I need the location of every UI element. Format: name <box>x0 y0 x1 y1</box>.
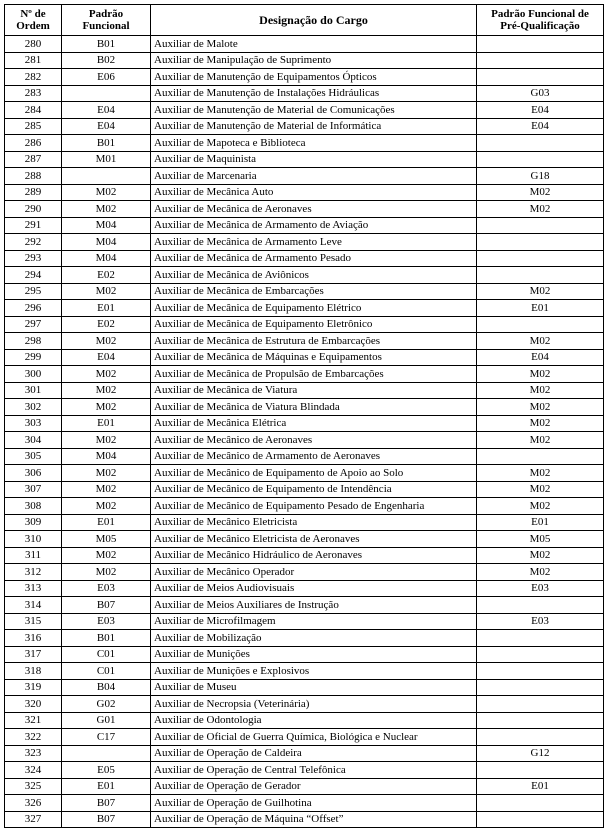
table-row <box>5 547 604 564</box>
cell-ordem: 307 <box>5 481 62 498</box>
table-row <box>5 399 604 416</box>
cell-ordem: 309 <box>5 514 62 531</box>
cell-pre-qualificacao <box>477 267 604 284</box>
cell-pre-qualificacao <box>477 679 604 696</box>
cell-designacao: Auxiliar de Mecânica de Aviônicos <box>151 267 477 284</box>
cell-padrao-funcional: M02 <box>62 547 151 564</box>
table-row <box>5 432 604 449</box>
table-row <box>5 69 604 86</box>
cell-ordem: 305 <box>5 448 62 465</box>
cell-padrao-funcional: E01 <box>62 415 151 432</box>
cell-padrao-funcional: E01 <box>62 300 151 317</box>
cell-padrao-funcional: E01 <box>62 778 151 795</box>
cell-padrao-funcional: M01 <box>62 151 151 168</box>
cell-designacao: Auxiliar de Mobilização <box>151 630 477 647</box>
cell-padrao-funcional: E05 <box>62 762 151 779</box>
cell-pre-qualificacao: M02 <box>477 547 604 564</box>
cell-ordem: 322 <box>5 729 62 746</box>
cell-ordem: 325 <box>5 778 62 795</box>
cell-padrao-funcional: M05 <box>62 531 151 548</box>
cell-ordem: 280 <box>5 36 62 53</box>
cell-padrao-funcional: M04 <box>62 217 151 234</box>
cell-pre-qualificacao: M02 <box>477 399 604 416</box>
cell-designacao: Auxiliar de Mecânica de Armamento Pesado <box>151 250 477 267</box>
cell-pre-qualificacao <box>477 729 604 746</box>
cell-padrao-funcional: E04 <box>62 349 151 366</box>
cell-pre-qualificacao <box>477 811 604 828</box>
cell-designacao: Auxiliar de Meios Audiovisuais <box>151 580 477 597</box>
cell-ordem: 320 <box>5 696 62 713</box>
cell-padrao-funcional: B02 <box>62 52 151 69</box>
cell-padrao-funcional: E02 <box>62 267 151 284</box>
cell-pre-qualificacao: E01 <box>477 778 604 795</box>
cell-padrao-funcional: M04 <box>62 234 151 251</box>
cell-padrao-funcional: M02 <box>62 366 151 383</box>
table-row <box>5 745 604 762</box>
header-ordem <box>5 5 62 36</box>
header-padrao-line2: Funcional <box>82 20 130 32</box>
cell-pre-qualificacao: G12 <box>477 745 604 762</box>
cell-designacao: Auxiliar de Mecânica de Propulsão de Embarcações <box>151 366 477 383</box>
header-row <box>5 5 604 36</box>
cell-ordem: 300 <box>5 366 62 383</box>
cell-padrao-funcional: E01 <box>62 514 151 531</box>
cell-ordem: 291 <box>5 217 62 234</box>
cell-padrao-funcional: M02 <box>62 283 151 300</box>
table-row <box>5 795 604 812</box>
cell-designacao: Auxiliar de Munições <box>151 646 477 663</box>
table-row <box>5 36 604 53</box>
cell-designacao: Auxiliar de Mecânica de Aeronaves <box>151 201 477 218</box>
cell-pre-qualificacao <box>477 316 604 333</box>
table-row <box>5 382 604 399</box>
header-padrao-line1: Padrão <box>88 8 124 20</box>
cell-ordem: 297 <box>5 316 62 333</box>
table-row <box>5 85 604 102</box>
cell-ordem: 298 <box>5 333 62 350</box>
cell-pre-qualificacao: E03 <box>477 613 604 630</box>
cell-padrao-funcional: B07 <box>62 795 151 812</box>
table-row <box>5 778 604 795</box>
header-designacao <box>151 5 477 36</box>
cell-designacao: Auxiliar de Mecânico Eletricista de Aeronaves <box>151 531 477 548</box>
table-row <box>5 415 604 432</box>
table-row <box>5 184 604 201</box>
table-row <box>5 151 604 168</box>
cell-ordem: 313 <box>5 580 62 597</box>
cell-designacao: Auxiliar de Mecânico de Equipamento de Intendência <box>151 481 477 498</box>
cell-padrao-funcional: M04 <box>62 448 151 465</box>
cell-designacao: Auxiliar de Mecânico Operador <box>151 564 477 581</box>
cell-ordem: 312 <box>5 564 62 581</box>
cell-pre-qualificacao: E04 <box>477 349 604 366</box>
cell-pre-qualificacao <box>477 250 604 267</box>
cell-padrao-funcional: E02 <box>62 316 151 333</box>
cell-designacao: Auxiliar de Meios Auxiliares de Instrução <box>151 597 477 614</box>
table-row <box>5 481 604 498</box>
cell-pre-qualificacao <box>477 217 604 234</box>
cell-designacao: Auxiliar de Mecânica de Embarcações <box>151 283 477 300</box>
cell-ordem: 299 <box>5 349 62 366</box>
cell-designacao: Auxiliar de Mapoteca e Biblioteca <box>151 135 477 152</box>
cell-ordem: 324 <box>5 762 62 779</box>
cell-pre-qualificacao: E03 <box>477 580 604 597</box>
cell-designacao: Auxiliar de Manutenção de Equipamentos Ópticos <box>151 69 477 86</box>
cell-ordem: 306 <box>5 465 62 482</box>
table-row <box>5 267 604 284</box>
cell-designacao: Auxiliar de Mecânica de Equipamento Elétrico <box>151 300 477 317</box>
cell-designacao: Auxiliar de Mecânico de Equipamento Pesado de Engenharia <box>151 498 477 515</box>
cell-ordem: 284 <box>5 102 62 119</box>
cell-ordem: 294 <box>5 267 62 284</box>
cell-designacao: Auxiliar de Mecânica de Máquinas e Equipamentos <box>151 349 477 366</box>
cell-padrao-funcional <box>62 745 151 762</box>
table-row <box>5 712 604 729</box>
cell-ordem: 314 <box>5 597 62 614</box>
cell-padrao-funcional: C01 <box>62 663 151 680</box>
cell-designacao: Auxiliar de Mecânica de Estrutura de Embarcações <box>151 333 477 350</box>
cell-pre-qualificacao <box>477 52 604 69</box>
cell-padrao-funcional: E04 <box>62 102 151 119</box>
cell-padrao-funcional: M02 <box>62 382 151 399</box>
table-row <box>5 498 604 515</box>
cell-designacao: Auxiliar de Manutenção de Instalações Hidráulicas <box>151 85 477 102</box>
cell-ordem: 288 <box>5 168 62 185</box>
cell-padrao-funcional <box>62 85 151 102</box>
cell-designacao: Auxiliar de Necropsia (Veterinária) <box>151 696 477 713</box>
cell-pre-qualificacao: M02 <box>477 283 604 300</box>
cell-ordem: 290 <box>5 201 62 218</box>
cell-pre-qualificacao <box>477 795 604 812</box>
cell-designacao: Auxiliar de Operação de Gerador <box>151 778 477 795</box>
table-row <box>5 349 604 366</box>
cell-ordem: 315 <box>5 613 62 630</box>
table-row <box>5 630 604 647</box>
cell-pre-qualificacao <box>477 448 604 465</box>
cell-designacao: Auxiliar de Mecânico de Aeronaves <box>151 432 477 449</box>
cell-ordem: 285 <box>5 118 62 135</box>
cell-pre-qualificacao <box>477 151 604 168</box>
cell-ordem: 327 <box>5 811 62 828</box>
cell-pre-qualificacao <box>477 663 604 680</box>
cell-pre-qualificacao <box>477 762 604 779</box>
table-row <box>5 316 604 333</box>
header-ordem-line1: Nº de <box>20 8 46 20</box>
cell-ordem: 289 <box>5 184 62 201</box>
cell-pre-qualificacao <box>477 712 604 729</box>
cell-ordem: 317 <box>5 646 62 663</box>
cell-ordem: 282 <box>5 69 62 86</box>
cell-designacao: Auxiliar de Mecânico de Equipamento de Apoio ao Solo <box>151 465 477 482</box>
table-row <box>5 135 604 152</box>
cell-designacao: Auxiliar de Mecânica Auto <box>151 184 477 201</box>
cell-padrao-funcional: G02 <box>62 696 151 713</box>
table-row <box>5 283 604 300</box>
cargo-table <box>4 4 604 828</box>
header-pre-qualificacao <box>477 5 604 36</box>
cell-padrao-funcional: M04 <box>62 250 151 267</box>
cell-ordem: 296 <box>5 300 62 317</box>
cell-designacao: Auxiliar de Museu <box>151 679 477 696</box>
cell-ordem: 292 <box>5 234 62 251</box>
table-row <box>5 448 604 465</box>
cell-designacao: Auxiliar de Mecânica de Viatura Blindada <box>151 399 477 416</box>
table-row <box>5 679 604 696</box>
header-pre-line2: Pré-Qualificação <box>500 20 580 32</box>
cell-pre-qualificacao <box>477 234 604 251</box>
cell-pre-qualificacao: G18 <box>477 168 604 185</box>
cell-padrao-funcional: E04 <box>62 118 151 135</box>
header-designacao-label: Designação do Cargo <box>259 13 368 27</box>
cell-padrao-funcional: E06 <box>62 69 151 86</box>
cell-padrao-funcional: M02 <box>62 481 151 498</box>
cell-designacao: Auxiliar de Odontologia <box>151 712 477 729</box>
cell-pre-qualificacao <box>477 630 604 647</box>
cell-pre-qualificacao: E01 <box>477 300 604 317</box>
header-padrao <box>62 5 151 36</box>
cell-designacao: Auxiliar de Manutenção de Material de Informática <box>151 118 477 135</box>
cell-designacao: Auxiliar de Mecânica de Armamento de Aviação <box>151 217 477 234</box>
cell-designacao: Auxiliar de Oficial de Guerra Química, Biológica e Nuclear <box>151 729 477 746</box>
table-row <box>5 564 604 581</box>
cell-pre-qualificacao <box>477 597 604 614</box>
cell-padrao-funcional: M02 <box>62 432 151 449</box>
cell-pre-qualificacao: M02 <box>477 465 604 482</box>
cell-designacao: Auxiliar de Manutenção de Material de Comunicações <box>151 102 477 119</box>
cell-padrao-funcional: B01 <box>62 36 151 53</box>
cell-pre-qualificacao: E04 <box>477 118 604 135</box>
table-body <box>5 36 604 828</box>
cell-designacao: Auxiliar de Mecânico de Armamento de Aeronaves <box>151 448 477 465</box>
cell-designacao: Auxiliar de Mecânica de Armamento Leve <box>151 234 477 251</box>
cell-pre-qualificacao: G03 <box>477 85 604 102</box>
cell-pre-qualificacao: M05 <box>477 531 604 548</box>
table-row <box>5 514 604 531</box>
cell-padrao-funcional: M02 <box>62 333 151 350</box>
cell-designacao: Auxiliar de Maquinista <box>151 151 477 168</box>
cell-ordem: 303 <box>5 415 62 432</box>
cell-pre-qualificacao: M02 <box>477 366 604 383</box>
cell-pre-qualificacao <box>477 646 604 663</box>
cell-pre-qualificacao <box>477 36 604 53</box>
cell-padrao-funcional: B04 <box>62 679 151 696</box>
table-row <box>5 729 604 746</box>
cell-designacao: Auxiliar de Malote <box>151 36 477 53</box>
table-row <box>5 696 604 713</box>
cell-ordem: 308 <box>5 498 62 515</box>
table-row <box>5 168 604 185</box>
cell-ordem: 283 <box>5 85 62 102</box>
cell-ordem: 301 <box>5 382 62 399</box>
cell-pre-qualificacao <box>477 696 604 713</box>
table-row <box>5 250 604 267</box>
cell-ordem: 323 <box>5 745 62 762</box>
cell-ordem: 293 <box>5 250 62 267</box>
table-row <box>5 52 604 69</box>
cell-designacao: Auxiliar de Munições e Explosivos <box>151 663 477 680</box>
cell-pre-qualificacao: E01 <box>477 514 604 531</box>
cell-designacao: Auxiliar de Manipulação de Suprimento <box>151 52 477 69</box>
cell-pre-qualificacao: E04 <box>477 102 604 119</box>
cell-padrao-funcional <box>62 168 151 185</box>
cell-pre-qualificacao: M02 <box>477 333 604 350</box>
table-row <box>5 580 604 597</box>
cell-padrao-funcional: G01 <box>62 712 151 729</box>
cell-designacao: Auxiliar de Microfilmagem <box>151 613 477 630</box>
cell-ordem: 302 <box>5 399 62 416</box>
cell-pre-qualificacao: M02 <box>477 432 604 449</box>
cell-pre-qualificacao: M02 <box>477 201 604 218</box>
table-row <box>5 234 604 251</box>
cell-padrao-funcional: E03 <box>62 613 151 630</box>
cell-pre-qualificacao: M02 <box>477 498 604 515</box>
cell-pre-qualificacao: M02 <box>477 481 604 498</box>
table-row <box>5 663 604 680</box>
cell-padrao-funcional: M02 <box>62 498 151 515</box>
cell-padrao-funcional: M02 <box>62 399 151 416</box>
table-row <box>5 333 604 350</box>
table-row <box>5 597 604 614</box>
cell-designacao: Auxiliar de Mecânico Eletricista <box>151 514 477 531</box>
cell-ordem: 319 <box>5 679 62 696</box>
cell-pre-qualificacao: M02 <box>477 184 604 201</box>
cell-pre-qualificacao: M02 <box>477 415 604 432</box>
cell-designacao: Auxiliar de Marcenaria <box>151 168 477 185</box>
cell-pre-qualificacao: M02 <box>477 382 604 399</box>
table-row <box>5 646 604 663</box>
cell-designacao: Auxiliar de Mecânica de Equipamento Eletrônico <box>151 316 477 333</box>
table-row <box>5 465 604 482</box>
cell-ordem: 287 <box>5 151 62 168</box>
table-row <box>5 300 604 317</box>
cell-padrao-funcional: M02 <box>62 201 151 218</box>
table-row <box>5 102 604 119</box>
cell-pre-qualificacao: M02 <box>477 564 604 581</box>
cell-padrao-funcional: B01 <box>62 630 151 647</box>
table-row <box>5 201 604 218</box>
cell-ordem: 321 <box>5 712 62 729</box>
cell-designacao: Auxiliar de Mecânico Hidráulico de Aeronaves <box>151 547 477 564</box>
cell-designacao: Auxiliar de Operação de Central Telefônica <box>151 762 477 779</box>
header-pre-line1: Padrão Funcional de <box>491 8 589 20</box>
table-row <box>5 811 604 828</box>
cell-designacao: Auxiliar de Mecânica Elétrica <box>151 415 477 432</box>
table-row <box>5 531 604 548</box>
cell-padrao-funcional: M02 <box>62 564 151 581</box>
cell-ordem: 316 <box>5 630 62 647</box>
cell-ordem: 318 <box>5 663 62 680</box>
cell-pre-qualificacao <box>477 135 604 152</box>
cell-padrao-funcional: M02 <box>62 184 151 201</box>
table-row <box>5 613 604 630</box>
cell-padrao-funcional: B01 <box>62 135 151 152</box>
cell-designacao: Auxiliar de Operação de Guilhotina <box>151 795 477 812</box>
table-row <box>5 118 604 135</box>
cell-designacao: Auxiliar de Operação de Máquina “Offset” <box>151 811 477 828</box>
cell-padrao-funcional: B07 <box>62 597 151 614</box>
cell-padrao-funcional: C01 <box>62 646 151 663</box>
table-header <box>5 5 604 36</box>
cell-padrao-funcional: B07 <box>62 811 151 828</box>
cell-ordem: 281 <box>5 52 62 69</box>
table-row <box>5 217 604 234</box>
cell-designacao: Auxiliar de Mecânica de Viatura <box>151 382 477 399</box>
cell-ordem: 326 <box>5 795 62 812</box>
cell-ordem: 295 <box>5 283 62 300</box>
cell-ordem: 286 <box>5 135 62 152</box>
cell-ordem: 310 <box>5 531 62 548</box>
cell-pre-qualificacao <box>477 69 604 86</box>
header-ordem-line2: Ordem <box>16 20 50 32</box>
cell-padrao-funcional: E03 <box>62 580 151 597</box>
cell-padrao-funcional: C17 <box>62 729 151 746</box>
table-row <box>5 762 604 779</box>
cell-ordem: 304 <box>5 432 62 449</box>
cell-padrao-funcional: M02 <box>62 465 151 482</box>
table-row <box>5 366 604 383</box>
cell-ordem: 311 <box>5 547 62 564</box>
cell-designacao: Auxiliar de Operação de Caldeira <box>151 745 477 762</box>
